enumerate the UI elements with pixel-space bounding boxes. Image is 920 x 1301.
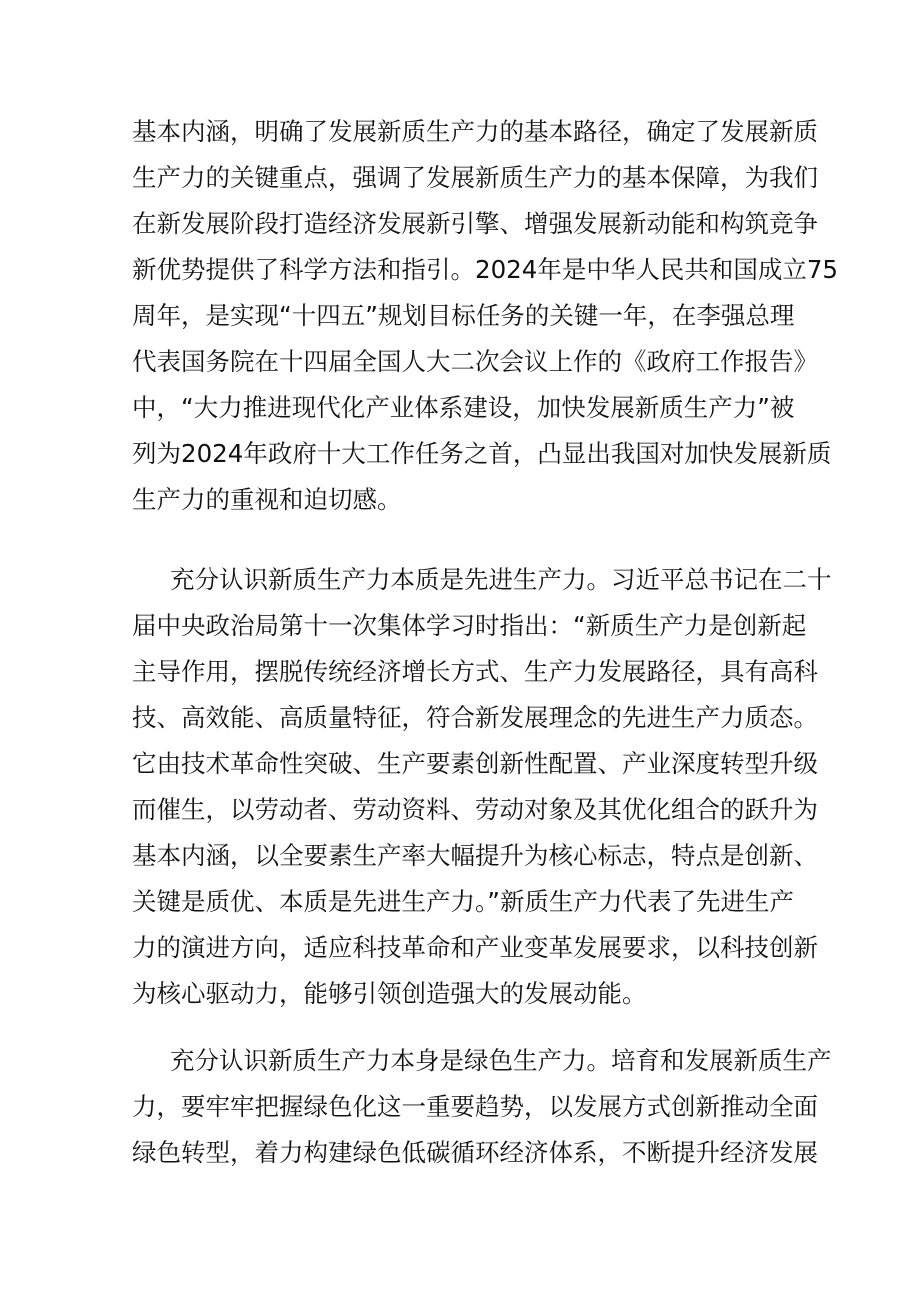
text-line: 它由技术革命性突破、生产要素创新性配置、产业深度转型升级 (132, 749, 818, 778)
text-line: 生产力的关键重点，强调了发展新质生产力的基本保障，为我们 (132, 163, 818, 192)
text-line: 力，要牢牢把握绿色化这一重要趋势，以发展方式创新推动全面 (132, 1092, 818, 1121)
text-line: 在新发展阶段打造经济发展新引擎、增强发展新动能和构筑竞争 (132, 209, 818, 238)
text-line: 主导作用，摆脱传统经济增长方式、生产力发展路径，具有高科 (132, 657, 818, 686)
text-line: 力的演进方向，适应科技革命和产业变革发展要求，以科技创新 (132, 933, 818, 962)
text-line: 周年，是实现“十四五”规划目标任务的关键一年，在李强总理 (132, 301, 795, 330)
text-line: 列为2024年政府十大工作任务之首，凸显出我国对加快发展新质 (132, 439, 832, 468)
text-line: 基本内涵，明确了发展新质生产力的基本路径，确定了发展新质 (132, 117, 818, 146)
text-line: 代表国务院在十四届全国人大二次会议上作的《政府工作报告》 (132, 347, 818, 376)
text-line: 充分认识新质生产力本质是先进生产力。习近平总书记在二十 (170, 565, 832, 594)
text-line: 中，“大力推进现代化产业体系建设，加快发展新质生产力”被 (132, 393, 795, 422)
text-line: 技、高效能、高质量特征，符合新发展理念的先进生产力质态。 (132, 703, 818, 732)
text-line: 关键是质优、本质是先进生产力。”新质生产力代表了先进生产 (132, 887, 794, 916)
text-line: 绿色转型，着力构建绿色低碳循环经济体系，不断提升经济发展 (132, 1138, 818, 1167)
text-line: 届中央政治局第十一次集体学习时指出：“新质生产力是创新起 (132, 611, 807, 640)
text-line: 新优势提供了科学方法和指引。2024年是中华人民共和国成立75 (132, 255, 839, 284)
text-line: 充分认识新质生产力本身是绿色生产力。培育和发展新质生产 (170, 1046, 832, 1075)
text-line: 而催生，以劳动者、劳动资料、劳动对象及其优化组合的跃升为 (132, 795, 818, 824)
text-line: 生产力的重视和迫切感。 (132, 485, 402, 514)
text-line: 基本内涵，以全要素生产率大幅提升为核心标志，特点是创新、 (132, 841, 818, 870)
text-line: 为核心驱动力，能够引领创造强大的发展动能。 (132, 979, 647, 1008)
